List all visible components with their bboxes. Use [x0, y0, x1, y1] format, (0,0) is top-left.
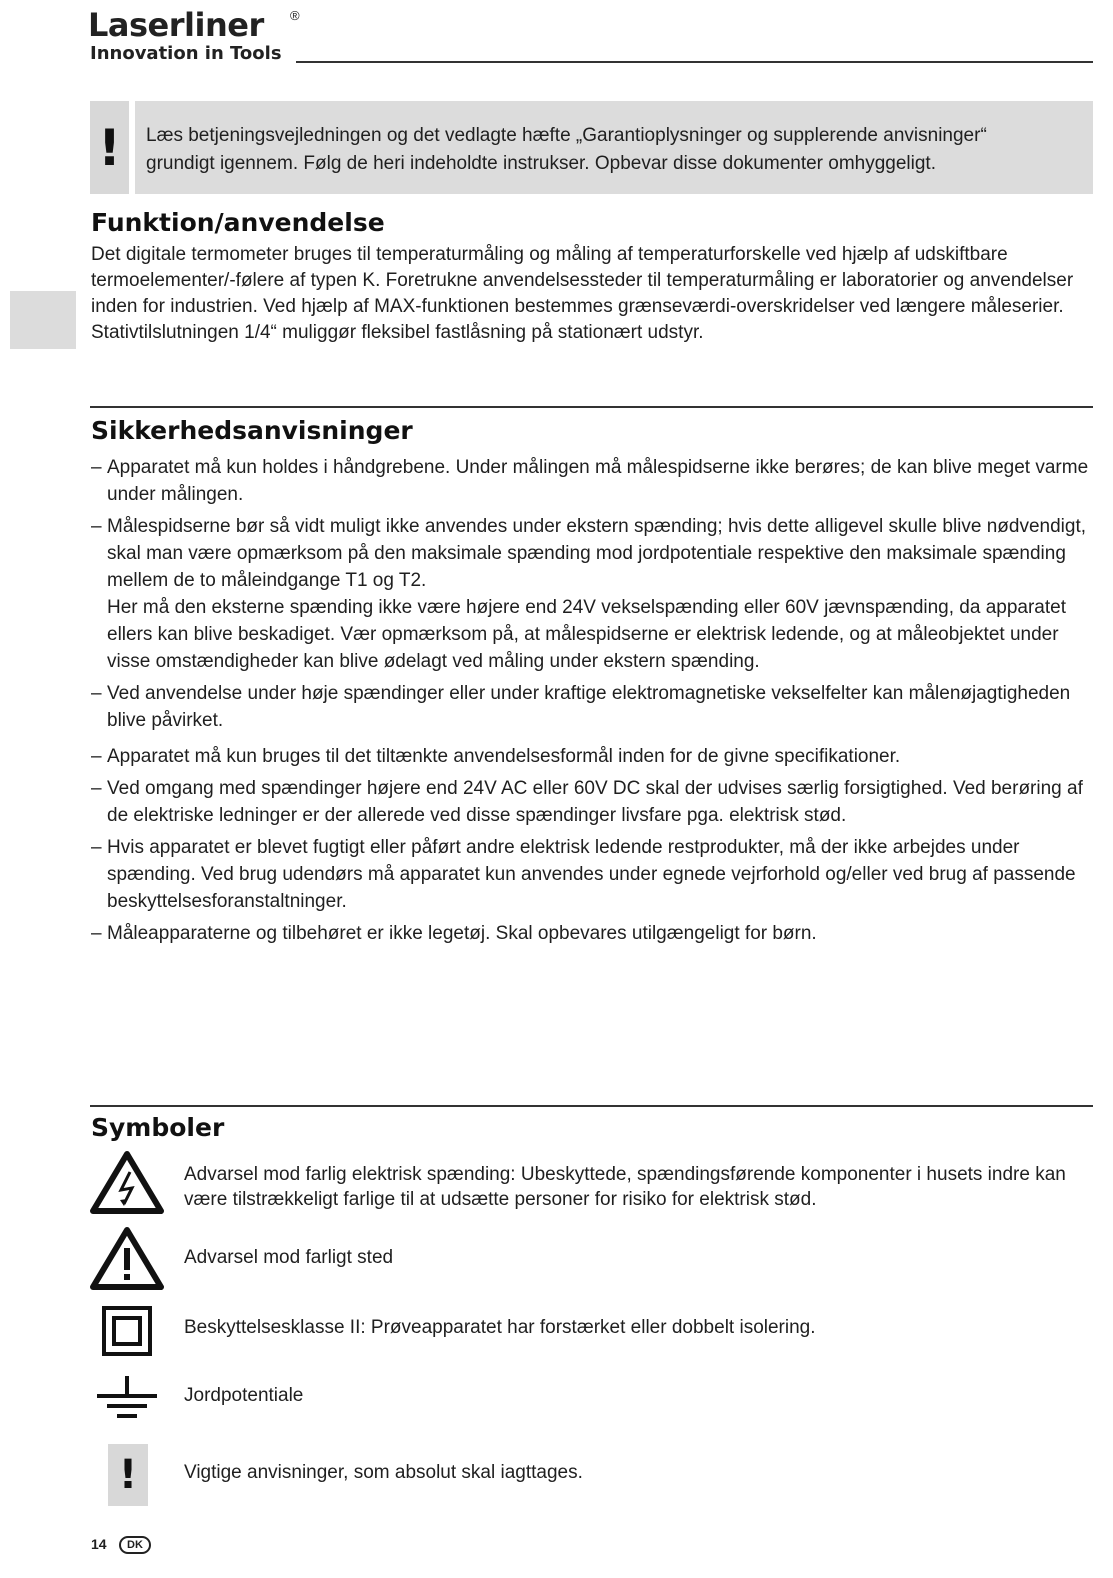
list-item [91, 513, 1101, 675]
country-badge: DK [119, 1536, 151, 1554]
registered-mark: ® [290, 8, 300, 23]
safety-list [91, 454, 1101, 952]
section-rule [90, 1105, 1093, 1107]
ground-icon [90, 1374, 164, 1422]
header-rule [296, 61, 1093, 63]
list-item-text: Målespidserne bør så vidt muligt ikke anvendes under ekstern spænding; hvis dette alligevel skulle blive nødvendigt, skal man være opmærksom på den maksimale spænding mod jordpotentiale respektive den maksimale spænding mellem de to måleindgange T1 og T2. [107, 516, 1087, 591]
list-dash: – [91, 837, 102, 858]
list-item-continuation: Her må den eksterne spænding ikke være højere end 24V vekselspænding eller 60V jævnspænding, da apparatet ellers kan blive beskadiget. Vær opmærksom på, at målespidserne er elektrisk ledende, og at måleobjektet under visse omstændigheder kan blive ødelagt ved måling under ekstern spænding. [107, 597, 1066, 672]
function-body: Det digitale termometer bruges til temperaturmåling og måling af temperaturforskelle ved hjælp af udskiftbare termoelementer/-følere af typen K. Foretrukne anvendelsessteder til temperaturmåling er laboratorier og anvendelser inden for industrien. Ved hjælp af MAX-funktionen bestemmes grænseværdi-overskridelser ved længere måleserier. Stativtilslutningen 1/4“ muliggør fleksibel fastlåsning på stationært udstyr. [91, 244, 1074, 343]
symbol-description: Beskyttelsesklasse II: Prøveapparatet har forstærket eller dobbelt isolering. [184, 1317, 816, 1338]
list-dash: – [91, 923, 102, 944]
notice-line: grundigt igennem. Følg de heri indeholdte instrukser. Opbevar disse dokumenter omhyggeligt. [146, 153, 936, 174]
symbol-description: Advarsel mod farligt sted [184, 1247, 394, 1268]
section-rule [90, 406, 1093, 408]
protection-class-ii-icon [90, 1304, 164, 1360]
list-dash: – [91, 516, 102, 537]
general-warning-icon [90, 1226, 164, 1292]
electric-hazard-icon [90, 1150, 164, 1216]
list-dash: – [91, 457, 102, 478]
list-item-text: Apparatet må kun holdes i håndgrebene. Under målingen må målespidserne ikke berøres; de kan blive meget varme under målingen. [107, 457, 1089, 505]
safety-heading: Sikkerhedsanvisninger [91, 416, 413, 445]
list-item-text: Hvis apparatet er blevet fugtigt eller påført andre elektrisk ledende restprodukter, må der ikke arbejdes under spænding. Ved brug udendørs må apparatet kun anvendes under egnede vejrforhold og/eller ved brug af passende beskyttelsesforanstaltninger. [107, 837, 1076, 912]
list-item [91, 454, 1101, 508]
list-item-text: Apparatet må kun bruges til det tiltænkte anvendelsesformål inden for de givne specifikationer. [107, 746, 901, 767]
list-item [91, 834, 1101, 915]
brand-logo: Laserliner [88, 6, 264, 44]
list-item [91, 920, 1101, 947]
list-dash: – [91, 683, 102, 704]
list-item-text: Ved omgang med spændinger højere end 24V AC eller 60V DC skal der udvises særlig forsigtighed. Ved berøring af de elektriske ledninger er der allerede ved disse spændinger livsfare pga. elektrisk stød. [107, 778, 1083, 826]
notice-box [135, 101, 1093, 194]
function-heading: Funktion/anvendelse [91, 208, 385, 237]
list-item [91, 680, 1101, 734]
notice-line: Læs betjeningsvejledningen og det vedlagte hæfte „Garantioplysninger og supplerende anvisninger“ [146, 125, 987, 146]
list-item-text: Måleapparaterne og tilbehøret er ikke legetøj. Skal opbevares utilgængeligt for børn. [107, 923, 817, 944]
symbol-description: Advarsel mod farlig elektrisk spænding: Ubeskyttede, spændingsførende komponenter i husets indre kan være tilstrækkeligt farlige til at udsætte personer for risiko for elektrisk stød. [184, 1164, 1066, 1210]
list-dash: – [91, 778, 102, 799]
brand-tagline: Innovation in Tools [90, 43, 282, 64]
list-dash: – [91, 746, 102, 767]
side-tab-marker [10, 291, 76, 349]
symbol-description: Jordpotentiale [184, 1385, 304, 1406]
list-item-text: Ved anvendelse under høje spændinger eller under kraftige elektromagnetiske vekselfelter kan målenøjagtigheden blive påvirket. [107, 683, 1071, 731]
page-number: 14 [91, 1536, 107, 1552]
list-item [91, 743, 1101, 770]
exclamation-icon: ! [108, 1444, 148, 1506]
exclamation-icon: ! [90, 101, 129, 194]
symbol-description: Vigtige anvisninger, som absolut skal iagttages. [184, 1462, 583, 1483]
symbols-heading: Symboler [91, 1113, 225, 1142]
list-item [91, 775, 1101, 829]
